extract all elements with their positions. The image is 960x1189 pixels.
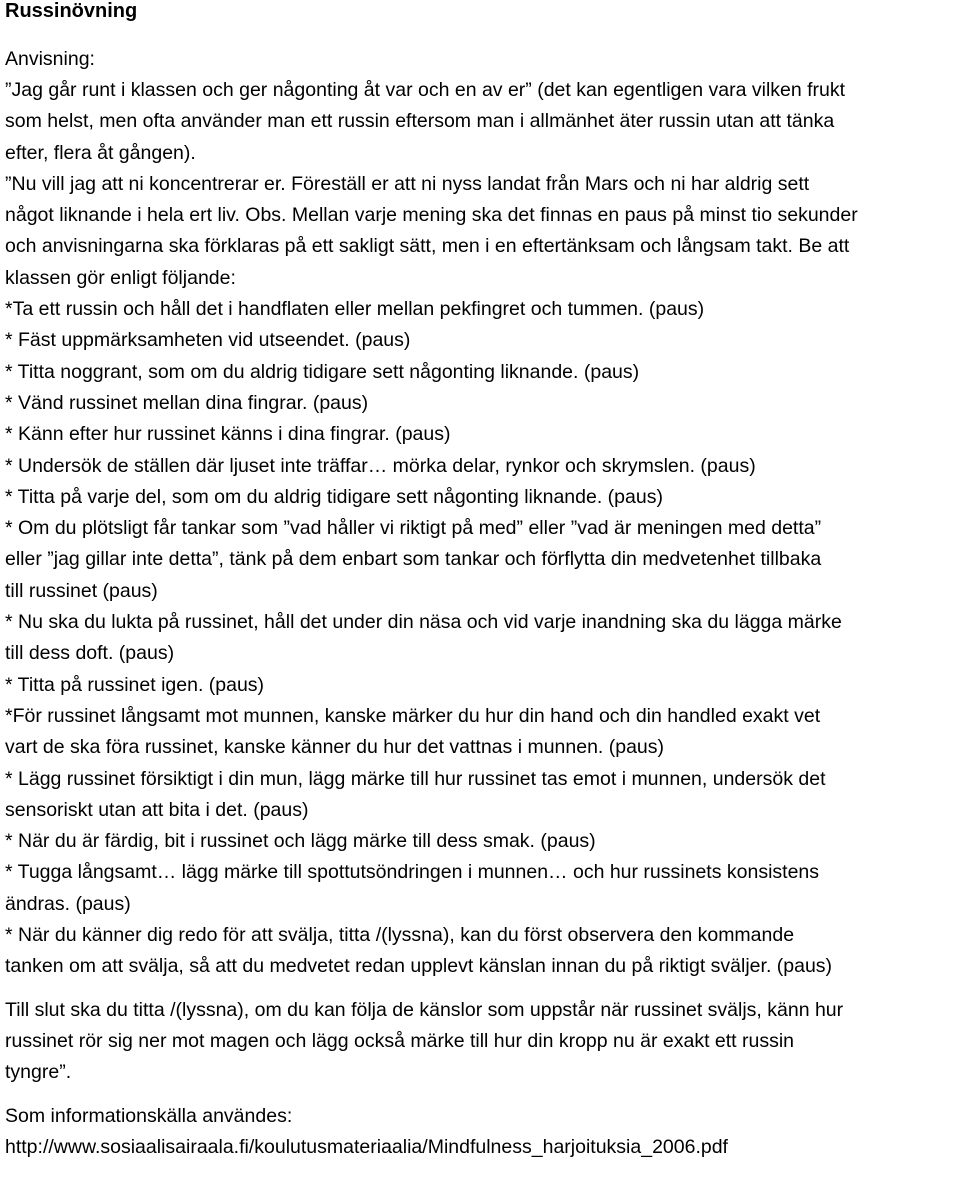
list-item: sensoriskt utan att bita i det. (paus) [5, 798, 309, 821]
text-line: ”Jag går runt i klassen och ger någonting åt var och en av er” (det kan egentligen vara vilken frukt [5, 79, 846, 101]
text-line: och anvisningarna ska förklaras på ett sakligt sätt, men i en eftertänksam och långsam takt. Be att [5, 235, 850, 258]
list-item: * Undersök de ställen där ljuset inte träffar… mörka delar, rynkor och skrymslen. (paus) [5, 454, 756, 477]
list-item: tanken om att svälja, så att du medvetet redan upplevt känslan innan du på riktigt sväljer. (paus) [5, 955, 833, 978]
list-item: * Om du plötsligt får tankar som ”vad håller vi riktigt på med” eller ”vad är meningen med detta” [5, 517, 822, 540]
list-item: ändras. (paus) [5, 892, 131, 915]
list-item: * Titta på varje del, som om du aldrig tidigare sett någonting liknande. (paus) [5, 485, 663, 508]
list-item: *För russinet långsamt mot munnen, kanske märker du hur din hand och din handled exakt vet [5, 704, 821, 727]
list-item: * Vänd russinet mellan dina fingrar. (paus) [5, 391, 369, 414]
text-line: Till slut ska du titta /(lyssna), om du kan följa de känslor som uppstår när russinet sväljs, känn hur [5, 998, 844, 1021]
source-section [5, 1101, 955, 1164]
list-item: * Nu ska du lukta på russinet, håll det under din näsa och vid varje inandning ska du lägga märke [5, 611, 842, 634]
list-item: * Titta på russinet igen. (paus) [5, 673, 265, 696]
closing-paragraph [5, 995, 955, 1089]
document-page [5, 0, 955, 1163]
instruction-label: Anvisning: [5, 48, 95, 70]
text-line: tyngre”. [5, 1061, 72, 1084]
list-item: * Fäst uppmärksamheten vid utseendet. (paus) [5, 329, 411, 352]
text-line: något liknande i hela ert liv. Obs. Mellan varje mening ska det finnas en paus på minst tio sekunder [5, 204, 858, 227]
list-item: till russinet (paus) [5, 579, 158, 602]
source-link[interactable]: http://www.sosiaalisairaala.fi/koulutusmateriaalia/Mindfulness_harjoituksia_2006.pdf [5, 1135, 728, 1158]
text-line: som helst, men ofta använder man ett russin eftersom man i allmänhet äter russin utan att tänka [5, 110, 835, 133]
list-item: * Titta noggrant, som om du aldrig tidigare sett någonting liknande. (paus) [5, 360, 640, 383]
list-item: till dess doft. (paus) [5, 642, 175, 665]
text-line: klassen gör enligt följande: [5, 266, 236, 289]
list-item: * När du känner dig redo för att svälja, titta /(lyssna), kan du först observera den kommande [5, 924, 795, 947]
list-item: * När du är färdig, bit i russinet och lägg märke till dess smak. (paus) [5, 830, 596, 853]
text-line: ”Nu vill jag att ni koncentrerar er. Föreställ er att ni nyss landat från Mars och ni har aldrig sett [5, 172, 810, 195]
list-item: * Lägg russinet försiktigt i din mun, lägg märke till hur russinet tas emot i munnen, undersök det [5, 767, 826, 790]
list-item: *Ta ett russin och håll det i handflaten eller mellan pekfingret och tummen. (paus) [5, 298, 705, 321]
list-item: * Tugga långsamt… lägg märke till spottutsöndringen i munnen… och hur russinets konsistens [5, 861, 820, 884]
list-item: * Känn efter hur russinet känns i dina fingrar. (paus) [5, 423, 451, 446]
list-item: eller ”jag gillar inte detta”, tänk på dem enbart som tankar och förflytta din medvetenhet tillbaka [5, 548, 822, 571]
list-item: vart de ska föra russinet, kanske känner du hur det vattnas i munnen. (paus) [5, 736, 665, 759]
instruction-paragraph [5, 169, 955, 983]
source-label: Som informationskälla användes: [5, 1104, 293, 1127]
intro-paragraph [5, 75, 955, 169]
text-line: russinet rör sig ner mot magen och lägg också märke till hur din kropp nu är exakt ett russin [5, 1029, 795, 1052]
text-line: efter, flera åt gången). [5, 141, 196, 164]
document-title: Russinövning [5, 0, 138, 22]
